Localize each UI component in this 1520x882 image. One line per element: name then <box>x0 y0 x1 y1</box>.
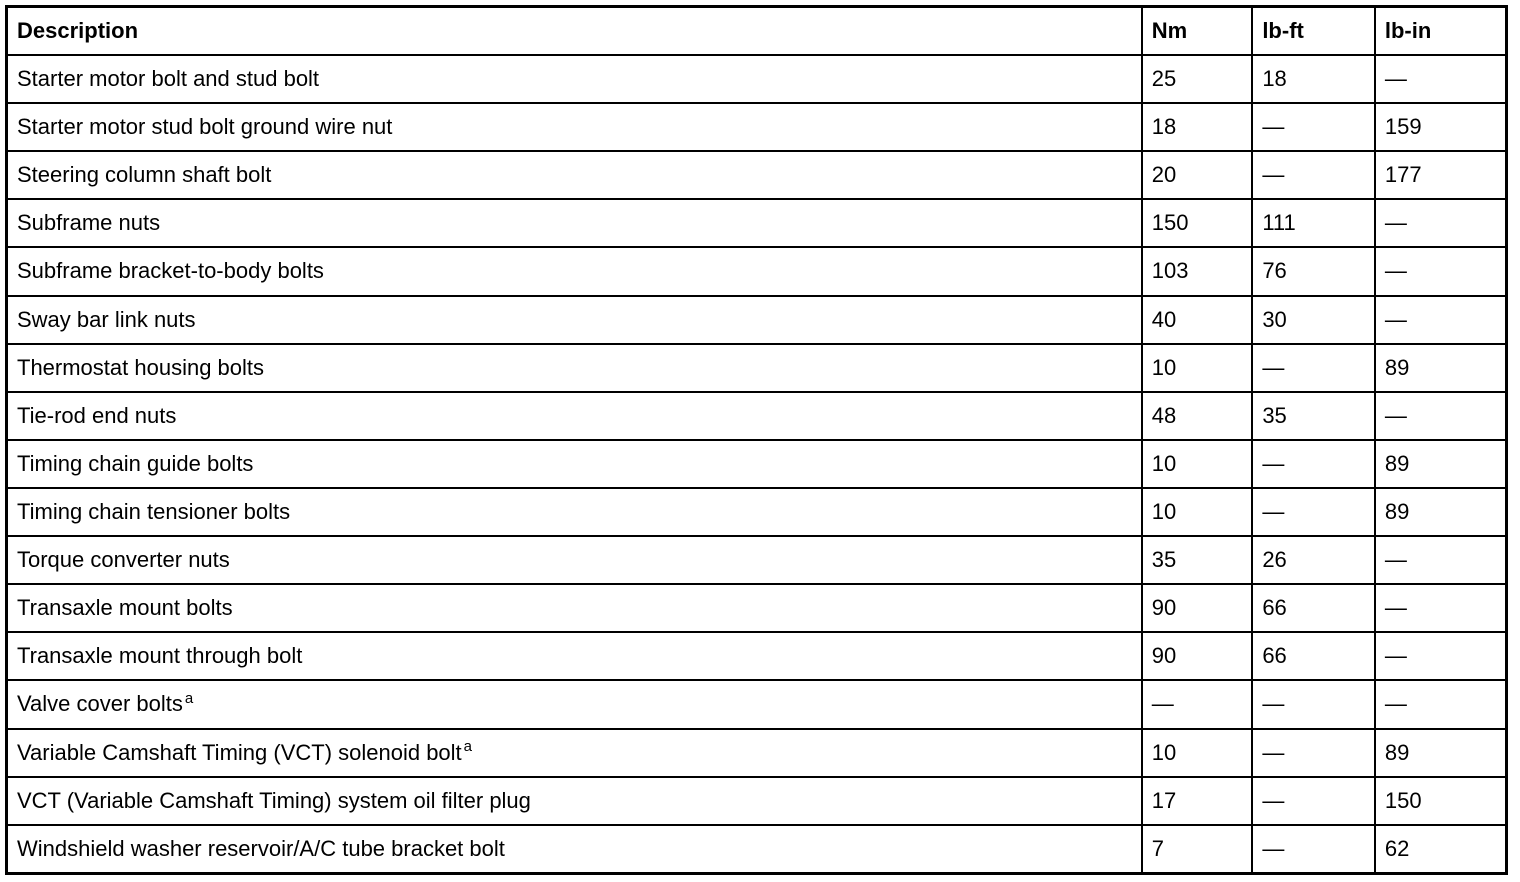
cell-lbft: — <box>1252 680 1375 728</box>
cell-nm: 10 <box>1142 344 1253 392</box>
cell-lbft: — <box>1252 151 1375 199</box>
cell-nm: 20 <box>1142 151 1253 199</box>
cell-nm: 40 <box>1142 296 1253 344</box>
cell-lbft: 18 <box>1252 55 1375 103</box>
cell-description: Transaxle mount bolts <box>7 584 1142 632</box>
cell-lbin: 177 <box>1375 151 1507 199</box>
cell-description: Valve cover bolts $^a$ <box>7 680 1142 728</box>
cell-nm: 7 <box>1142 825 1253 874</box>
cell-lbft: — <box>1252 344 1375 392</box>
cell-lbft: 111 <box>1252 199 1375 247</box>
cell-description: Starter motor bolt and stud bolt <box>7 55 1142 103</box>
cell-lbin: — <box>1375 536 1507 584</box>
cell-nm: 10 <box>1142 729 1253 777</box>
cell-description: Timing chain guide bolts <box>7 440 1142 488</box>
cell-lbft: 26 <box>1252 536 1375 584</box>
cell-description: Torque converter nuts <box>7 536 1142 584</box>
cell-description: Steering column shaft bolt <box>7 151 1142 199</box>
table-row <box>7 247 1507 295</box>
cell-description: Thermostat housing bolts <box>7 344 1142 392</box>
cell-nm: — <box>1142 680 1253 728</box>
cell-lbft: — <box>1252 825 1375 874</box>
cell-nm: 48 <box>1142 392 1253 440</box>
table-row <box>7 392 1507 440</box>
table-row <box>7 632 1507 680</box>
header-description: Description <box>7 7 1142 56</box>
cell-description: VCT (Variable Camshaft Timing) system oil filter plug <box>7 777 1142 825</box>
cell-description: Subframe nuts <box>7 199 1142 247</box>
cell-lbin: 89 <box>1375 729 1507 777</box>
cell-lbin: — <box>1375 680 1507 728</box>
table-row <box>7 55 1507 103</box>
table-header-row <box>7 7 1507 56</box>
cell-description: Subframe bracket-to-body bolts <box>7 247 1142 295</box>
cell-nm: 103 <box>1142 247 1253 295</box>
footnote-marker: a <box>463 738 473 756</box>
cell-description: Starter motor stud bolt ground wire nut <box>7 103 1142 151</box>
table-row <box>7 151 1507 199</box>
table-row <box>7 777 1507 825</box>
cell-lbin: — <box>1375 296 1507 344</box>
cell-nm: 17 <box>1142 777 1253 825</box>
cell-nm: 10 <box>1142 488 1253 536</box>
cell-lbin: — <box>1375 199 1507 247</box>
table-row <box>7 488 1507 536</box>
cell-lbft: 30 <box>1252 296 1375 344</box>
cell-lbin: 62 <box>1375 825 1507 874</box>
cell-nm: 90 <box>1142 632 1253 680</box>
cell-description: Variable Camshaft Timing (VCT) solenoid bolt $^a$ <box>7 729 1142 777</box>
cell-lbft: — <box>1252 729 1375 777</box>
cell-lbft: 35 <box>1252 392 1375 440</box>
table-row <box>7 584 1507 632</box>
table-row <box>7 103 1507 151</box>
cell-nm: 150 <box>1142 199 1253 247</box>
cell-lbin: 159 <box>1375 103 1507 151</box>
cell-lbft: — <box>1252 488 1375 536</box>
cell-lbin: — <box>1375 632 1507 680</box>
header-lbin: lb-in <box>1375 7 1507 56</box>
table-row <box>7 536 1507 584</box>
cell-lbft: 66 <box>1252 584 1375 632</box>
table-body <box>7 55 1507 874</box>
torque-spec-table <box>5 5 1508 875</box>
cell-lbin: 89 <box>1375 440 1507 488</box>
header-lbft: lb-ft <box>1252 7 1375 56</box>
cell-nm: 10 <box>1142 440 1253 488</box>
cell-lbin: 150 <box>1375 777 1507 825</box>
table-row <box>7 680 1507 728</box>
cell-description: Sway bar link nuts <box>7 296 1142 344</box>
cell-nm: 90 <box>1142 584 1253 632</box>
cell-description: Timing chain tensioner bolts <box>7 488 1142 536</box>
cell-lbft: — <box>1252 777 1375 825</box>
cell-nm: 18 <box>1142 103 1253 151</box>
table-row <box>7 296 1507 344</box>
cell-lbin: 89 <box>1375 344 1507 392</box>
cell-lbin: — <box>1375 247 1507 295</box>
cell-nm: 25 <box>1142 55 1253 103</box>
cell-lbin: — <box>1375 55 1507 103</box>
cell-nm: 35 <box>1142 536 1253 584</box>
cell-lbft: — <box>1252 103 1375 151</box>
cell-lbft: 66 <box>1252 632 1375 680</box>
cell-description: Tie-rod end nuts <box>7 392 1142 440</box>
cell-lbft: — <box>1252 440 1375 488</box>
cell-lbin: — <box>1375 584 1507 632</box>
cell-lbft: 76 <box>1252 247 1375 295</box>
table-row <box>7 199 1507 247</box>
cell-description: Transaxle mount through bolt <box>7 632 1142 680</box>
table-row <box>7 825 1507 874</box>
footnote-marker: a <box>184 690 194 708</box>
cell-description: Windshield washer reservoir/A/C tube bracket bolt <box>7 825 1142 874</box>
header-nm: Nm <box>1142 7 1253 56</box>
cell-lbin: 89 <box>1375 488 1507 536</box>
cell-lbin: — <box>1375 392 1507 440</box>
table-row <box>7 344 1507 392</box>
table-row <box>7 440 1507 488</box>
table-row <box>7 729 1507 777</box>
